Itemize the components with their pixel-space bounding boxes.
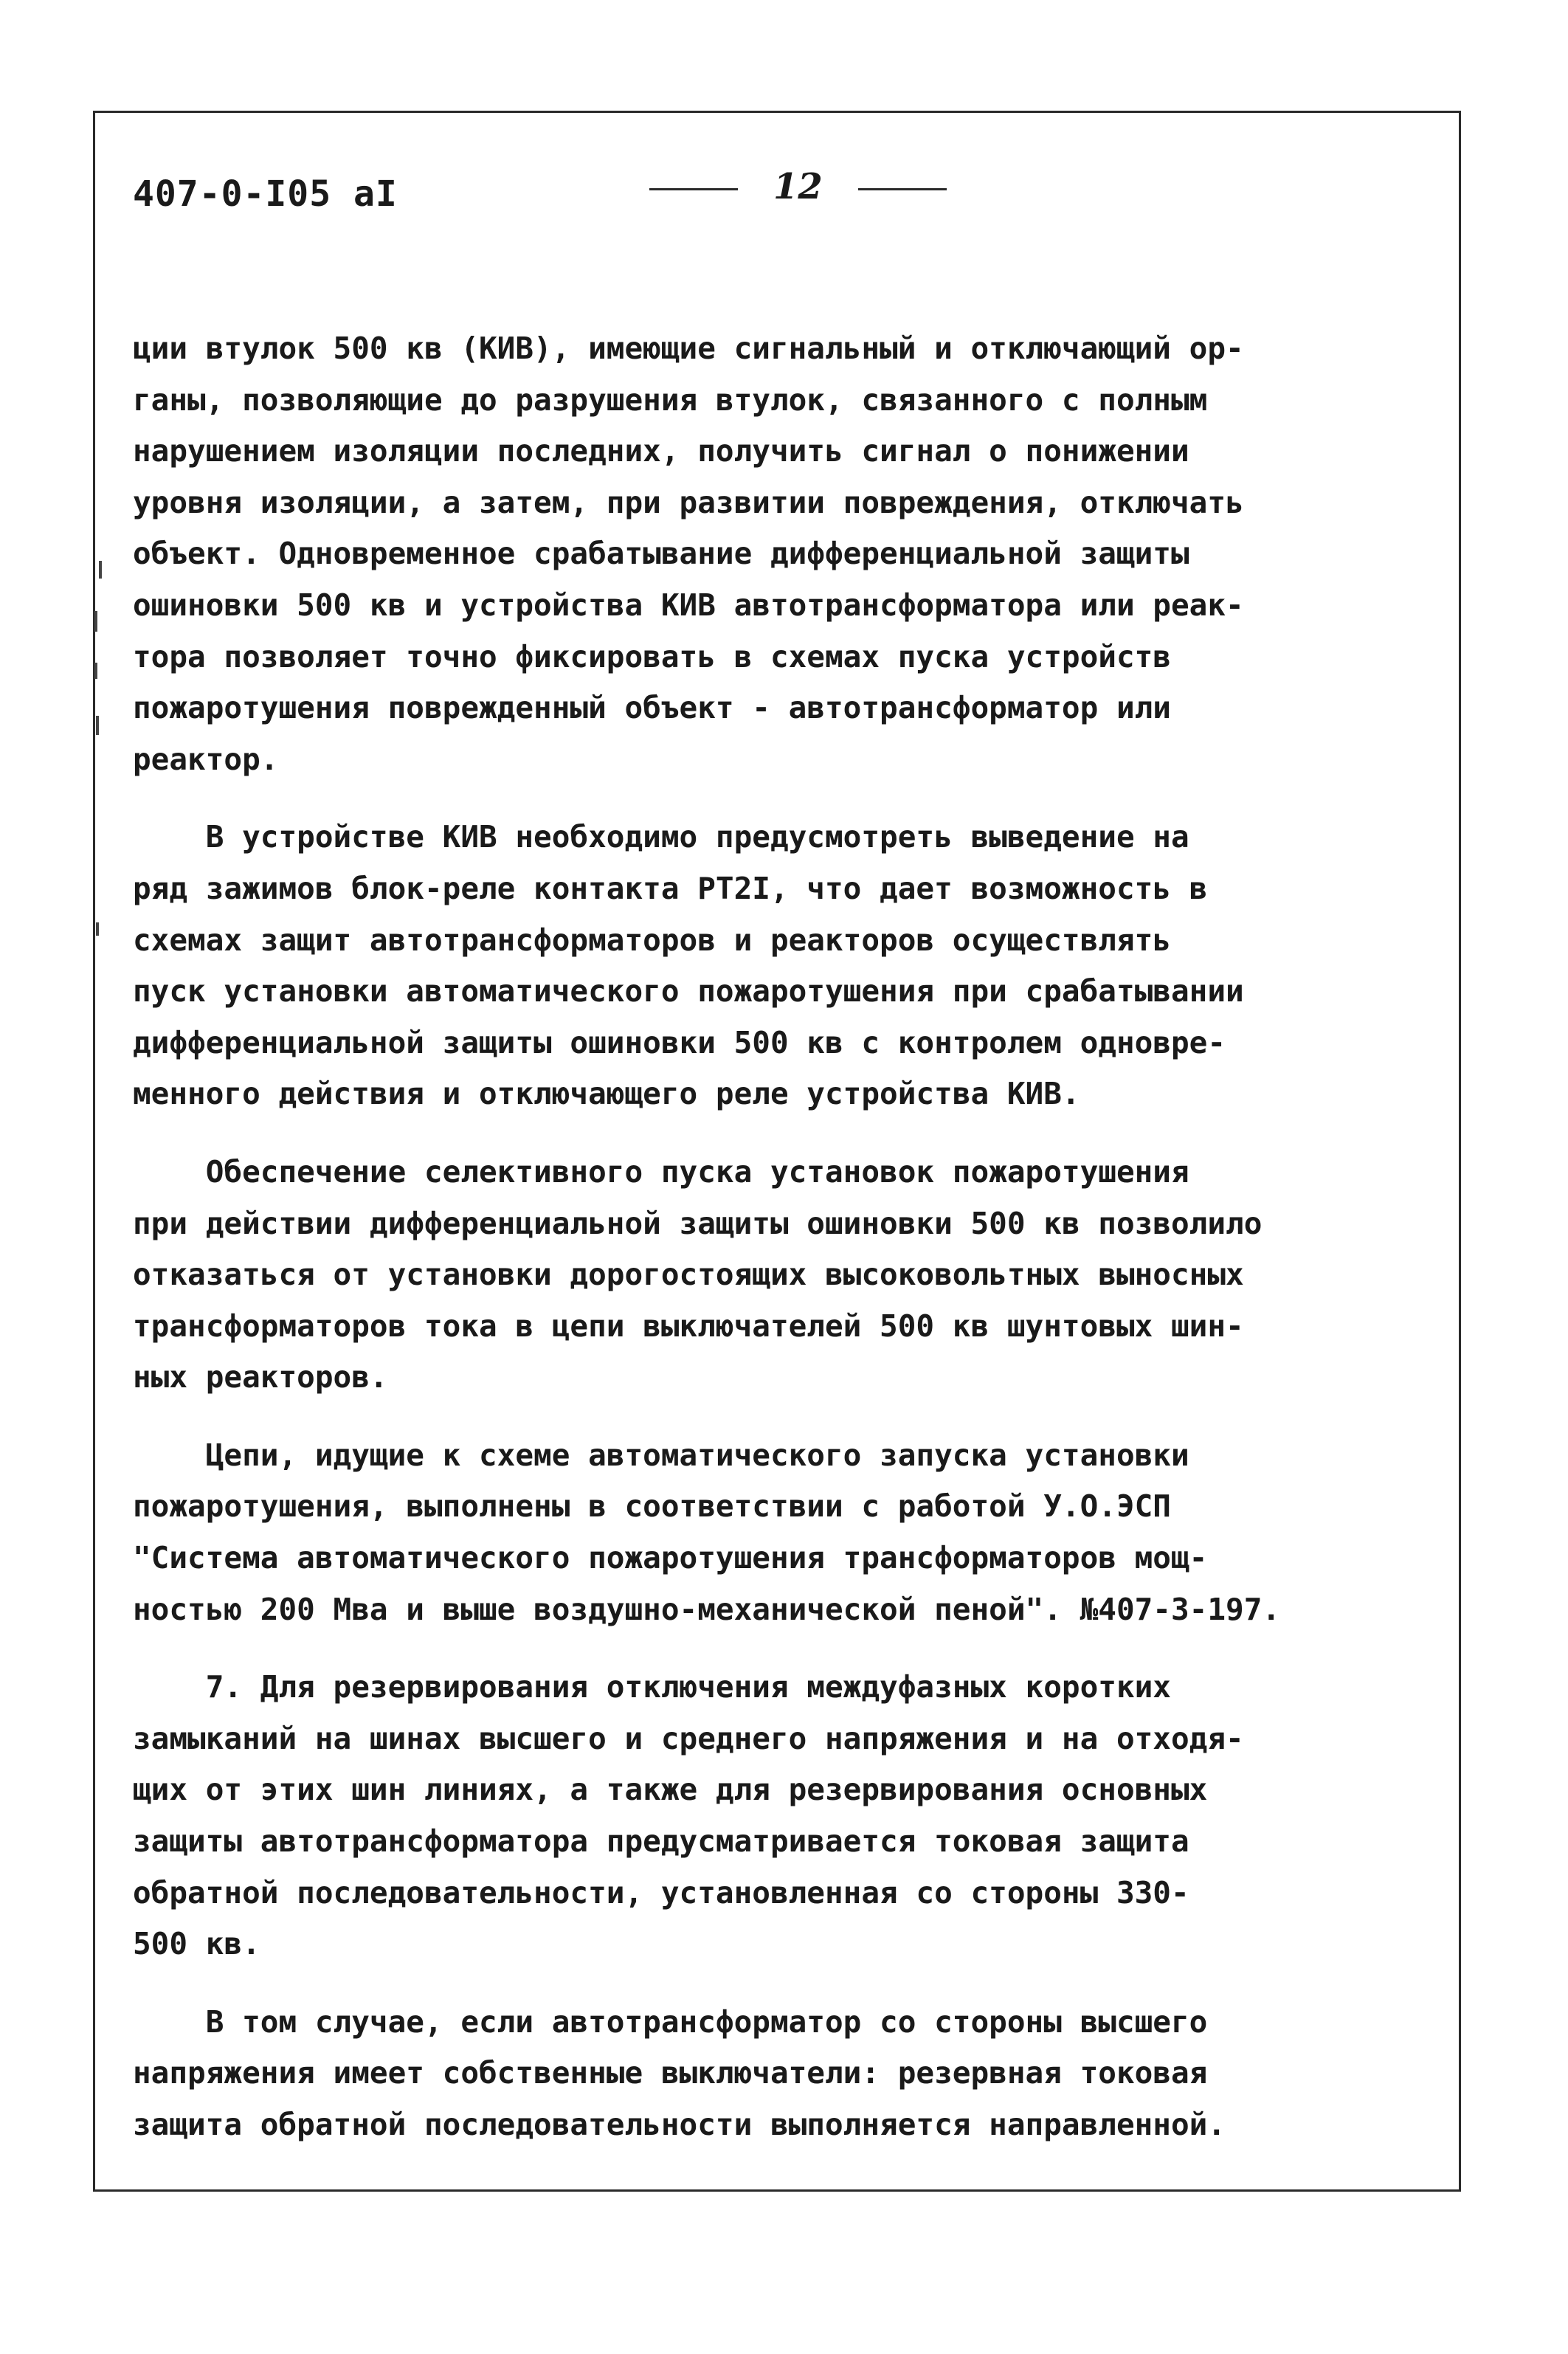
margin-mark [94, 611, 97, 632]
paragraph-item-7 [133, 1662, 1431, 1970]
text-line: отказаться от установки дорогостоящих высоковольтных выносных [133, 1257, 1244, 1293]
text-line: замыканий на шинах высшего и среднего напряжения и на отходя- [133, 1720, 1244, 1756]
text-line: трансформаторов тока в цепи выключателей 500 кв шунтовых шин- [133, 1308, 1244, 1344]
text-line: защита обратной последовательности выполняется направленной. [133, 2107, 1226, 2142]
text-line: объект. Одновременное срабатывание дифференциальной защиты [133, 536, 1189, 572]
text-line: при действии дифференциальной защиты ошиновки 500 кв позволило [133, 1205, 1263, 1241]
text-line: защиты автотрансформатора предусматривается токовая защита [133, 1823, 1189, 1860]
page-number: 12 [773, 166, 823, 207]
text-line: В устройстве КИВ необходимо предусмотреть выведение на [133, 819, 1189, 855]
text-line: пуск установки автоматического пожаротушения при срабатывании [133, 973, 1244, 1009]
margin-mark [99, 561, 102, 579]
text-line: дифференциальной защиты ошиновки 500 кв с контролем одновре- [133, 1024, 1226, 1060]
text-line: 7. Для резервирования отключения междуфазных коротких [133, 1669, 1171, 1705]
text-line: ции втулок 500 кв (КИВ), имеющие сигнальный и отключающий ор- [133, 331, 1244, 366]
right-dash [858, 188, 947, 190]
document-code: 407-0-I05 aI [133, 173, 398, 215]
document-body [133, 323, 1431, 2151]
paragraph-kiv-device [133, 812, 1431, 1120]
paragraph-selective-start [133, 1147, 1431, 1404]
text-line: менного действия и отключающего реле устройства КИВ. [133, 1076, 1080, 1112]
text-line: напряжения имеет собственные выключатели: резервная токовая [133, 2055, 1208, 2091]
page-number-header [649, 166, 947, 207]
text-line: "Система автоматического пожаротушения трансформаторов мощ- [133, 1540, 1208, 1576]
text-line: уровня изоляции, а затем, при развитии повреждения, отключать [133, 484, 1244, 520]
text-line: реактор. [133, 741, 279, 777]
paragraph-own-breakers [133, 1997, 1431, 2151]
paragraph-kiv-intro [133, 323, 1431, 785]
margin-mark [94, 663, 97, 679]
text-line: пожаротушения поврежденный объект - автотрансформатор или [133, 690, 1171, 726]
text-line: ганы, позволяющие до разрушения втулок, связанного с полным [133, 382, 1208, 418]
text-line: Обеспечение селективного пуска установок пожаротушения [133, 1153, 1189, 1190]
text-line: ошиновки 500 кв и устройства КИВ автотрансформатора или реак- [133, 587, 1244, 623]
text-line: ностью 200 Мва и выше воздушно-механической пеной". №407-3-197. [133, 1591, 1281, 1627]
paragraph-circuits [133, 1430, 1431, 1635]
text-line: В том случае, если автотрансформатор со стороны высшего [133, 2003, 1208, 2040]
margin-mark [96, 716, 99, 735]
text-line: схемах защит автотрансформаторов и реакторов осуществлять [133, 922, 1171, 958]
text-line: ных реакторов. [133, 1359, 388, 1395]
text-line: щих от этих шин линиях, а также для резервирования основных [133, 1772, 1208, 1808]
text-line: 500 кв. [133, 1926, 260, 1962]
left-dash [649, 188, 738, 190]
margin-mark [96, 922, 99, 936]
text-line: Цепи, идущие к схеме автоматического запуска установки [133, 1437, 1189, 1473]
text-line: обратной последовательности, установленная со стороны 330- [133, 1874, 1189, 1911]
text-line: тора позволяет точно фиксировать в схемах пуска устройств [133, 638, 1171, 674]
text-line: нарушением изоляции последних, получить сигнал о понижении [133, 433, 1189, 469]
text-line: пожаротушения, выполнены в соответствии с работой У.О.ЭСП [133, 1488, 1171, 1525]
text-line: ряд зажимов блок-реле контакта РТ2I, что дает возможность в [133, 870, 1208, 906]
